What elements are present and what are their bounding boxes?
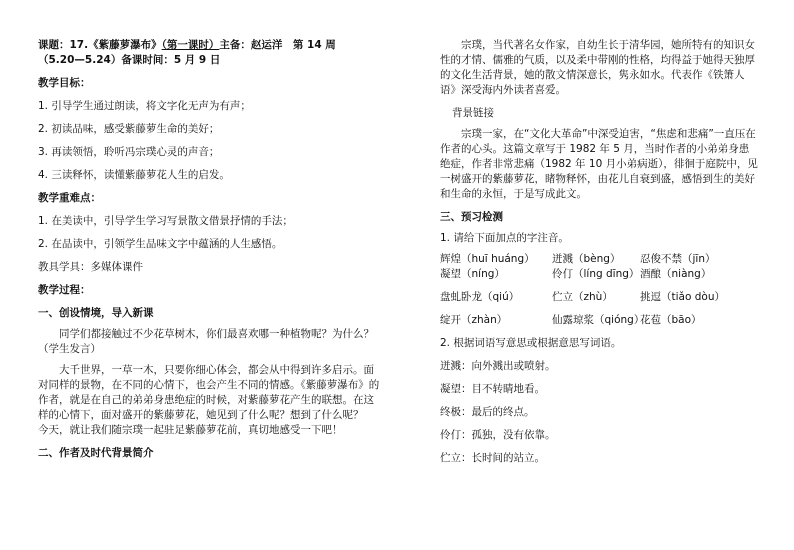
pinyin-item: 酒酿（niàng） bbox=[640, 268, 712, 280]
lesson-title: 课题：17.《紫藤萝瀑布》 bbox=[38, 39, 162, 51]
section-1-paragraph: 大千世界，一草一木，只要你细心体会，都会从中得到许多启示。面对同样的景物，在不同的心情下，也会产生不同的情感。《紫藤萝瀑布》的作者，就是在自己的弟弟身患绝症的时候，对紫藤萝花产生的联想。在这样的心情下，面对盛开的紫藤萝花，她见到了什么呢？想到了什么呢？ 今天，就让我们随宗璞一起驻足紫藤萝花前，真切地感受一下吧！ bbox=[38, 364, 380, 436]
pinyin-item: 迸溅（bèng） bbox=[552, 253, 621, 265]
background-heading: 背景链接 bbox=[452, 107, 494, 119]
lesson-dates: （5.20—5.24）备课时间：5 月 9 日 bbox=[38, 54, 221, 66]
lesson-preparer: 主备：赵运洋 第 14 周 bbox=[219, 39, 336, 51]
goal-item: 4. 三读释怀，读懂紫藤萝花人生的启发。 bbox=[38, 169, 230, 181]
question-1: 1. 请给下面加点的字注音。 bbox=[440, 232, 569, 244]
section-3-heading: 三、预习检测 bbox=[440, 211, 503, 223]
key-point-item: 2. 在品读中，引领学生品味文字中蕴涵的人生感悟。 bbox=[38, 238, 283, 250]
pinyin-row bbox=[440, 267, 758, 282]
lesson-header bbox=[38, 38, 384, 53]
pinyin-item: 忍俊不禁（jīn） bbox=[640, 253, 716, 265]
pinyin-item: 仙露琼浆（qióng） bbox=[552, 314, 645, 326]
goal-item: 3. 再读领悟，聆听冯宗璞心灵的声音； bbox=[38, 146, 220, 158]
pinyin-item: 伶仃（líng dīng） bbox=[552, 268, 640, 280]
question-2: 2. 根据词语写意思或根据意思写词语。 bbox=[440, 337, 622, 349]
definition-item: 终极：最后的终点。 bbox=[440, 406, 535, 418]
section-2-heading: 二、作者及时代背景简介 bbox=[38, 447, 154, 459]
definition-item: 伶仃：孤独，没有依靠。 bbox=[440, 429, 556, 441]
process-heading: 教学过程： bbox=[38, 284, 91, 296]
key-points-heading: 教学重难点： bbox=[38, 192, 101, 204]
pinyin-item: 绽开（zhàn） bbox=[440, 314, 508, 326]
background-paragraph: 宗璞一家，在“文化大革命”中深受迫害，“焦虑和悲痛”一直压在作者的心头。这篇文章写于 1982 年 5 月，当时作者的小弟弟身患绝症，作者非常悲痛（1982 年 10 月小弟病逝），徘徊于庭院中，见一树盛开的紫藤萝花，睹物释怀，由花儿自衰到盛，感悟到生的美好和生命的永恒，于是写成此文。 bbox=[440, 128, 758, 200]
author-intro: 宗璞，当代著名女作家，自幼生长于清华园，她所特有的知识女性的才情、儒雅的气质，以及柔中带刚的性格，均得益于她得天独厚的文化生活背景，她的散文情深意长，隽永如水。代表作《铁箫人语》深受海内外读者喜爱。 bbox=[440, 39, 755, 96]
pinyin-item: 花苞（bāo） bbox=[640, 314, 702, 326]
pinyin-item: 盘虬卧龙（qiú） bbox=[440, 291, 520, 303]
pinyin-row bbox=[440, 313, 758, 328]
section-1-heading: 一、创设情境，导入新课 bbox=[38, 307, 154, 319]
goals-heading: 教学目标： bbox=[38, 77, 91, 89]
pinyin-item: 挑逗（tiǎo dòu） bbox=[640, 291, 725, 303]
right-column bbox=[440, 38, 758, 466]
key-point-item: 1. 在美读中，引导学生学习写景散文借景抒情的手法； bbox=[38, 215, 293, 227]
goal-item: 1. 引导学生通过朗读，将文字化无声为有声； bbox=[38, 100, 251, 112]
section-1-intro: 同学们都接触过不少花草树木，你们最喜欢哪一种植物呢？为什么？（学生发言） bbox=[38, 328, 374, 355]
pinyin-item: 凝望（níng） bbox=[440, 268, 505, 280]
pinyin-row bbox=[440, 290, 758, 305]
pinyin-row bbox=[440, 252, 758, 267]
goal-item: 2. 初读品味，感受紫藤萝生命的美好； bbox=[38, 123, 220, 135]
definition-item: 凝望：目不转睛地看。 bbox=[440, 383, 545, 395]
definition-item: 伫立：长时间的站立。 bbox=[440, 452, 545, 464]
pinyin-item: 伫立（zhù） bbox=[552, 291, 613, 303]
lesson-period: （第一课时） bbox=[161, 39, 220, 51]
pinyin-item: 辉煌（huī huáng） bbox=[440, 253, 535, 265]
teaching-tools: 教具学具：多媒体课件 bbox=[38, 261, 143, 273]
definition-item: 迸溅：向外溅出或喷射。 bbox=[440, 360, 556, 372]
left-column bbox=[38, 38, 384, 461]
